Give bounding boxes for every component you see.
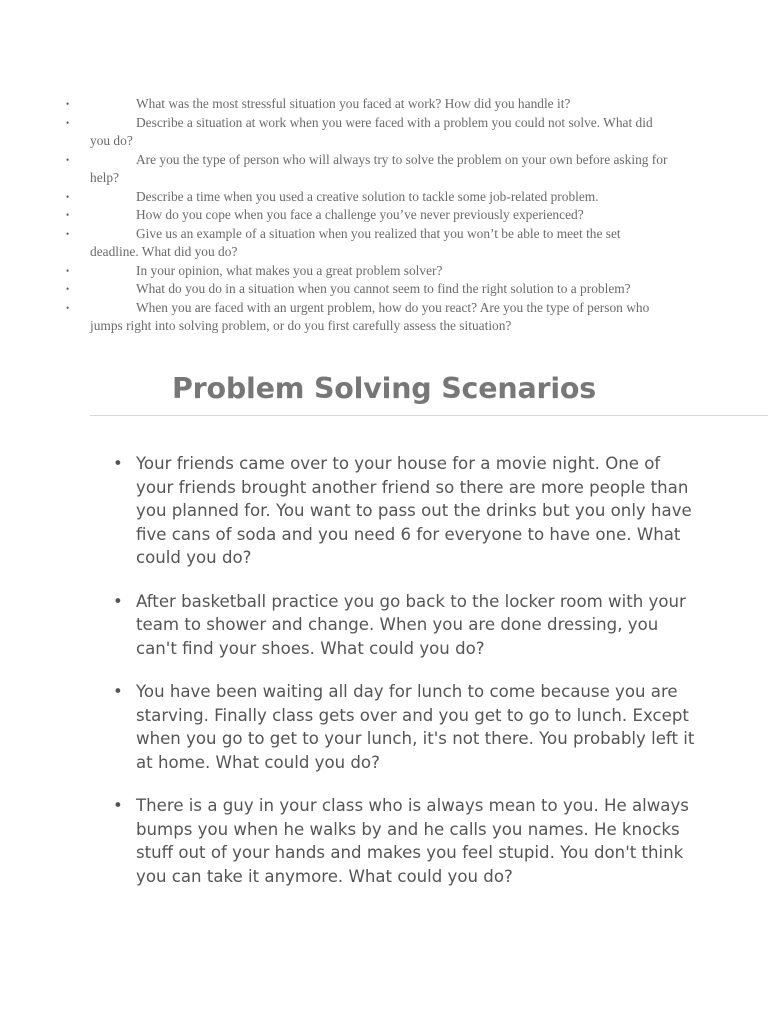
question-item [66, 225, 670, 262]
question-text: Are you the type of person who will always try to solve the problem on your own before asking for help? [90, 151, 668, 185]
interview-question-list [66, 95, 670, 336]
question-item [66, 188, 670, 207]
scenario-list [113, 452, 696, 908]
question-text: When you are faced with an urgent problem, how do you react? Are you the type of person who jumps right into solving problem, or do you first carefully assess the situation? [90, 299, 650, 333]
question-item [66, 151, 670, 188]
scenario-text: There is a guy in your class who is always mean to you. He always bumps you when he walks by and he calls you names. He knocks stuff out of your hands and makes you feel stupid. You don't think you can take it anymore. What could you do? [136, 796, 689, 886]
question-text: In your opinion, what makes you a great problem solver? [136, 262, 443, 278]
question-text: Describe a situation at work when you were faced with a problem you could not solve. What did you do? [90, 114, 653, 148]
question-text: Give us an example of a situation when you realized that you won’t be able to meet the set deadline. What did you do? [90, 225, 621, 259]
bullet-icon: • [66, 99, 70, 109]
question-text: Describe a time when you used a creative solution to tackle some job-related problem. [136, 188, 599, 204]
bullet-icon: • [113, 454, 123, 473]
bullet-icon: • [66, 302, 70, 313]
bullet-icon: • [66, 210, 70, 220]
bullet-icon: • [66, 154, 70, 165]
bullet-icon: • [113, 796, 123, 815]
scenario-text: Your friends came over to your house for a movie night. One of your friends brought another friend so there are more people than you planned for. You want to pass out the drinks but you only have five cans of soda and you need 6 for everyone to have one. What could you do? [136, 454, 692, 567]
bullet-icon: • [66, 284, 70, 294]
question-item [66, 262, 670, 281]
bullet-icon: • [66, 265, 70, 276]
question-item [66, 206, 670, 225]
question-item [66, 280, 670, 299]
bullet-icon: • [66, 228, 70, 239]
scenario-item [113, 794, 696, 888]
bullet-icon: • [113, 682, 123, 701]
scenario-item [113, 680, 696, 774]
question-text: What was the most stressful situation you faced at work? How did you handle it? [136, 96, 571, 111]
question-text: How do you cope when you face a challenge you’ve never previously experienced? [136, 207, 584, 222]
scenario-text: You have been waiting all day for lunch to come because you are starving. Finally class gets over and you get to go to lunch. Except when you go to get to your lunch, it's not there. You probably left it at home. What could you do? [136, 682, 695, 772]
section-heading: Problem Solving Scenarios [171, 372, 597, 405]
bullet-icon: • [66, 191, 70, 202]
scenario-item [113, 452, 696, 570]
bullet-icon: • [66, 117, 70, 128]
question-text: What do you do in a situation when you cannot seem to find the right solution to a problem? [136, 281, 631, 296]
scenario-item [113, 590, 696, 661]
question-item [66, 114, 670, 151]
question-item [66, 299, 670, 336]
heading-divider [90, 415, 768, 416]
bullet-icon: • [113, 591, 123, 611]
scenario-text: After basketball practice you go back to the locker room with your team to shower and change. When you are done dressing, you can't find your shoes. What could you do? [136, 591, 686, 658]
question-item [66, 95, 670, 114]
